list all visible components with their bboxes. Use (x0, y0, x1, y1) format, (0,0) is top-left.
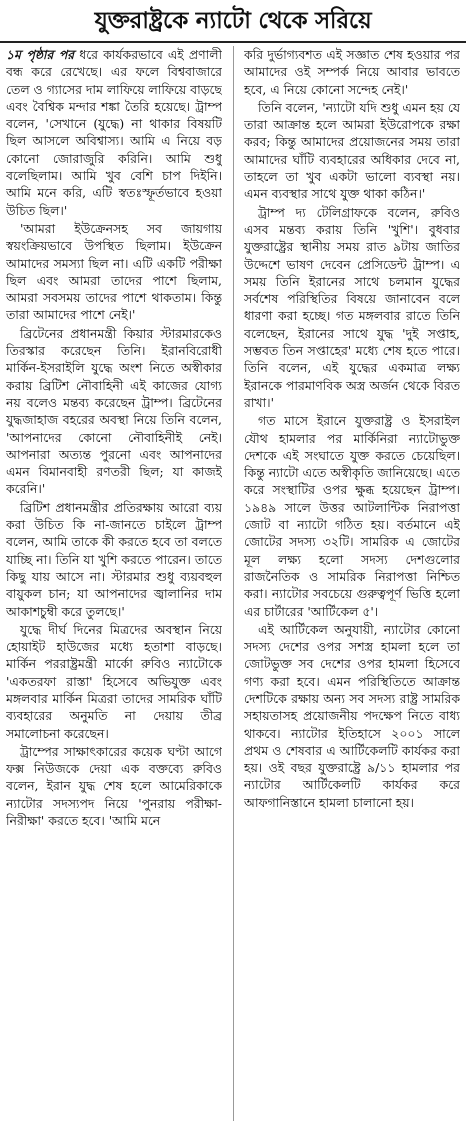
paragraph: 'আমরা ইউক্রেনসহ সব জায়গায় স্বয়ংক্রিয়ভাবে উপস্থিত ছিলাম। ইউক্রেন আমাদের সমস্যা ছিল না। এটি একটি পরীক্ষা ছিল এবং আমরা তাদের পাশে ছিলাম, আমরা সবসময় তাদের পাশে থাকতাম। কিন্তু তারা আমাদের পাশে নেই।' (6, 220, 222, 323)
paragraph: ধরে কার্যকরভাবে এই প্রণালী বন্ধ করে রেখেছে। এর ফলে বিশ্ববাজারে তেল ও গ্যাসের দাম লাফিয়ে লাফিয়ে বাড়ছে এবং বৈশ্বিক মন্দার শঙ্কা তৈরি হয়েছে। ট্রাম্প বলেন, 'সেখানে (যুদ্ধে) না থাকার বিষয়টি ছিল আসলে অবিশ্বাস্য। আমি এ নিয়ে বড় কোনো জোরাজুরি করিনি। আমি শুধু বলেছিলাম। আমি খুব বেশি চাপ দিইনি। আমি মনে করি, এটি স্বতঃস্ফূর্তভাবে হওয়া উচিত ছিল।' (6, 47, 222, 218)
paragraph: তিনি বলেন, 'ন্যাটো যদি শুধু এমন হয় যে তারা আক্রান্ত হলে আমরা ইউরোপকে রক্ষা করব; কিন্তু আমাদের প্রয়োজনের সময় তারা আমাদের ঘাঁটি ব্যবহারের অধিকার দেবে না, তাহলে তা খুব একটা ভালো ব্যবস্থা নয়। এমন ব্যবস্থার সাথে যুক্ত থাকা কঠিন।' (244, 99, 460, 202)
paragraph: করি দুর্ভাগ্যবশত এই সজ্ঞাত শেষ হওয়ার পর আমাদের ওই সম্পর্ক নিয়ে আবার ভাবতে হবে, এ নিয়ে কোনো সন্দেহ নেই।' (244, 47, 460, 97)
article-headline: যুক্তরাষ্ট্রকে ন্যাটো থেকে সরিয়ে (94, 8, 372, 34)
continuation-line (6, 46, 222, 219)
article-column-right (244, 46, 460, 1121)
paragraph: যুদ্ধে দীর্ঘ দিনের মিত্রদের অবস্থান নিয়ে হোয়াইট হাউজের মধ্যে হতাশা বাড়ছে। মার্কিন পররাষ্ট্রমন্ত্রী মার্কো রুবিও ন্যাটোকে 'একতরফা রাস্তা' হিসেবে অভিযুক্ত এবং মঙ্গলবার মার্কিন মিত্ররা তাদের সামরিক ঘাঁটি ব্যবহারের অনুমতি না দেয়ায় তীব্র সমালোচনা করেছেন। (6, 621, 222, 741)
paragraph: ট্রাম্পের সাক্ষাৎকারের কয়েক ঘণ্টা আগে ফক্স নিউজকে দেয়া এক বক্তব্যে রুবিও বলেন, ইরান যুদ্ধ শেষ হলে আমেরিকাকে ন্যাটোর সদস্যপদ নিয়ে 'পুনরায় পরীক্ষা-নিরীক্ষা' করতে হবে। 'আমি মনে (6, 743, 222, 829)
paragraph: গত মাসে ইরানে যুক্তরাষ্ট্র ও ইসরাইল যৌথ হামলার পর মার্কিনিরা ন্যাটোভুক্ত দেশকে এই সংঘাতে যুক্ত করতে চেয়েছিল। কিন্তু ন্যাটো এতে অস্বীকৃতি জানিয়েছে। এতে করে সংস্থাটির ওপর ক্ষুব্ধ হয়েছেন ট্রাম্প। ১৯৪৯ সালে উত্তর আটলান্টিক নিরাপত্তা জোট বা ন্যাটো গঠিত হয়। বর্তমানে এই জোটের সদস্য ৩২টি। সামরিক এ জোটের মূল লক্ষ্য হলো সদস্য দেশগুলোর রাজনৈতিক ও সামরিক নিরাপত্তা নিশ্চিত করা। ন্যাটোর সবচেয়ে গুরুত্বপূর্ণ ভিত্তি হলো এর চার্টারের 'আর্টিকেল ৫'। (244, 413, 460, 619)
paragraph: ব্রিটিশ প্রধানমন্ত্রীর প্রতিরক্ষায় আরো ব্যয় করা উচিত কি না-জানতে চাইলে ট্রাম্প বলেন, আমি তাকে কী করতে হবে তা বলতে যাচ্ছি না। তিনি যা খুশি করতে পারেন। তাতে কিছু যায় আসে না। স্টারমার শুধু ব্যয়বহুল বায়ুকল চান; যা আপনাদের জ্বালানির দাম আকাশচুম্বী করে তুলছে।' (6, 499, 222, 619)
article-column-left (6, 46, 222, 1121)
column-divider (233, 46, 234, 1121)
headline-rule (0, 41, 466, 43)
continued-from-label: ১ম পৃষ্ঠার পর (6, 47, 75, 62)
paragraph: ট্রাম্প দ্য টেলিগ্রাফকে বলেন, রুবিও এসব মন্তব্য করায় তিনি 'খুশি'। বুধবার যুক্তরাষ্ট্রের স্থানীয় সময় রাত ৯টায় জাতির উদ্দেশে ভাষণ দেবেন প্রেসিডেন্ট ট্রাম্প। এ সময় তিনি ইরানের সাথে চলমান যুদ্ধের সর্বশেষ পরিস্থিতির বিষয়ে জানাবেন বলে ধারণা করা হচ্ছে। গত মঙ্গলবার রাতে তিনি বলেছেন, ইরানের সাথে যুদ্ধ 'দুই সপ্তাহ, সম্ভবত তিন সপ্তাহের' মধ্যে শেষ হতে পারে। তিনি বলেন, এই যুদ্ধের একমাত্র লক্ষ্য ইরানকে পারমাণবিক অস্ত্র অর্জন থেকে বিরত রাখা।' (244, 204, 460, 410)
paragraph: ব্রিটেনের প্রধানমন্ত্রী কিয়ার স্টারমারকেও তিরস্কার করেছেন তিনি। ইরানবিরোধী মার্কিন-ইসরাইলি যুদ্ধে অংশ নিতে অস্বীকার করায় ব্রিটিশ নৌবাহিনী এই কাজের যোগ্য নয় বলেও মন্তব্য করেছেন ট্রাম্প। ব্রিটেনের যুদ্ধজাহাজ বহরের অবস্থা নিয়ে তিনি বলেন, 'আপনাদের কোনো নৌবাহিনীই নেই। আপনারা অত্যন্ত পুরনো এবং আপনাদের এমন বিমানবাহী রণতরী ছিল; যা কাজই করেনি।' (6, 325, 222, 497)
paragraph: এই আর্টিকেল অনুযায়ী, ন্যাটোর কোনো সদস্য দেশের ওপর সশস্ত্র হামলা হলে তা জোটভুক্ত সব দেশের ওপর হামলা হিসেবে গণ্য করা হবে। এমন পরিস্থিতিতে আক্রান্ত দেশটিকে রক্ষায় অন্য সব সদস্য রাষ্ট্র সামরিক সহায়তাসহ প্রয়োজনীয় পদক্ষেপ নিতে বাধ্য থাকবে। ন্যাটোর ইতিহাসে ২০০১ সালে প্রথম ও শেষবার এ আর্টিকেলটি কার্যকর করা হয়। ওই বছর যুক্তরাষ্ট্রে ৯/১১ হামলার পর ন্যাটোর আর্টিকেলটি কার্যকর করে আফগানিস্তানে হামলা চালানো হয়। (244, 621, 460, 810)
